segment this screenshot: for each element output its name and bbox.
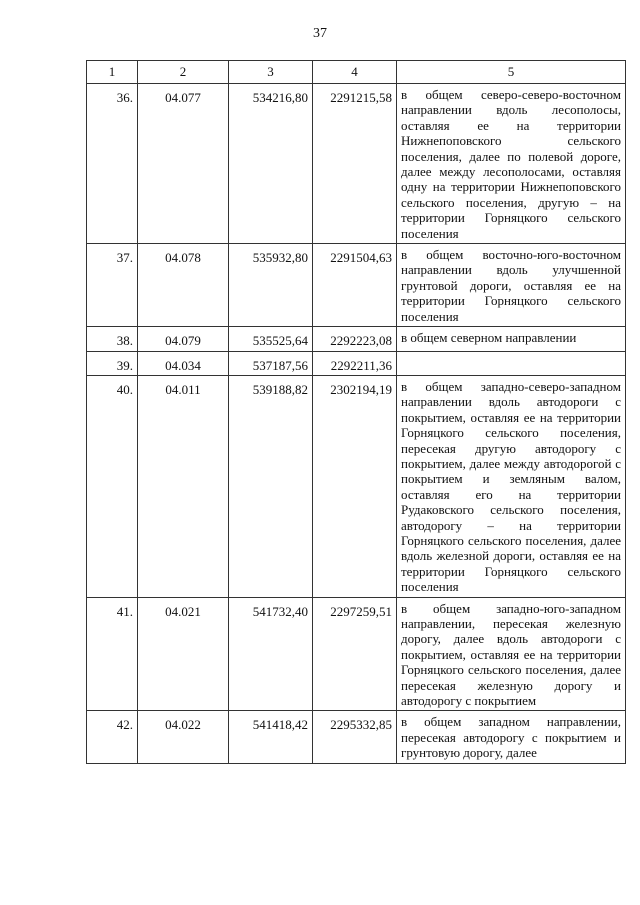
coord-x: 541732,40 — [229, 597, 313, 711]
coord-x: 537187,56 — [229, 351, 313, 375]
table-row — [87, 244, 626, 327]
boundary-table — [86, 60, 626, 764]
point-code: 04.077 — [138, 84, 229, 244]
point-code: 04.078 — [138, 244, 229, 327]
header-col-4: 4 — [313, 61, 397, 84]
coord-y: 2291504,63 — [313, 244, 397, 327]
row-number: 40. — [87, 375, 138, 597]
table-row — [87, 327, 626, 351]
header-col-1: 1 — [87, 61, 138, 84]
header-col-5: 5 — [397, 61, 626, 84]
page-number: 37 — [313, 26, 327, 41]
point-code: 04.034 — [138, 351, 229, 375]
point-code: 04.021 — [138, 597, 229, 711]
coord-y: 2292223,08 — [313, 327, 397, 351]
coord-x: 541418,42 — [229, 711, 313, 763]
table-row — [87, 597, 626, 711]
header-col-3: 3 — [229, 61, 313, 84]
coord-y: 2292211,36 — [313, 351, 397, 375]
row-number: 39. — [87, 351, 138, 375]
coord-x: 535932,80 — [229, 244, 313, 327]
coord-x: 535525,64 — [229, 327, 313, 351]
boundary-description: в общем западно-северо-западном направлении вдоль автодороги с покрытием, оставляя ее на территории Горняцкого сельского поселения, пересекая другую автодорогу с покрытием, далее между автодорогой с покрытием и земляным валом, оставляя его на территории Рудаковского сельского поселения, автодорогу – на территории Горняцкого сельского поселения, далее вдоль железной дороги, оставляя ее на территории Горняцкого сельского поселения — [397, 375, 626, 597]
point-code: 04.079 — [138, 327, 229, 351]
boundary-description: в общем западном направлении, пересекая автодорогу с покрытием и грунтовую дорогу, далее — [397, 711, 626, 763]
boundary-description — [397, 351, 626, 375]
boundary-description: в общем северном направлении — [397, 327, 626, 351]
table-row — [87, 375, 626, 597]
row-number: 42. — [87, 711, 138, 763]
row-number: 36. — [87, 84, 138, 244]
row-number: 37. — [87, 244, 138, 327]
coord-y: 2302194,19 — [313, 375, 397, 597]
table-row — [87, 84, 626, 244]
header-col-2: 2 — [138, 61, 229, 84]
table-row — [87, 711, 626, 763]
coord-x: 534216,80 — [229, 84, 313, 244]
coord-x: 539188,82 — [229, 375, 313, 597]
boundary-description: в общем западно-юго-западном направлении, пересекая железную дорогу, далее вдоль автодороги с покрытием, оставляя ее на территории Горняцкого сельского поселения, далее пересекая железную дорогу и автодорогу с покрытием — [397, 597, 626, 711]
table-header-row — [87, 61, 626, 84]
coord-y: 2295332,85 — [313, 711, 397, 763]
table-row — [87, 351, 626, 375]
coord-y: 2297259,51 — [313, 597, 397, 711]
row-number: 41. — [87, 597, 138, 711]
boundary-description: в общем северо-северо-восточном направлении вдоль лесополосы, оставляя ее на территории Нижнепоповского сельского поселения, далее по полевой дороге, далее между лесополосами, оставляя одну на территории Нижнепоповского сельского поселения, другую – на территории Горняцкого сельского поселения — [397, 84, 626, 244]
point-code: 04.022 — [138, 711, 229, 763]
coord-y: 2291215,58 — [313, 84, 397, 244]
row-number: 38. — [87, 327, 138, 351]
point-code: 04.011 — [138, 375, 229, 597]
boundary-description: в общем восточно-юго-восточном направлении вдоль улучшенной грунтовой дороги, оставляя ее на территории Горняцкого сельского поселения — [397, 244, 626, 327]
